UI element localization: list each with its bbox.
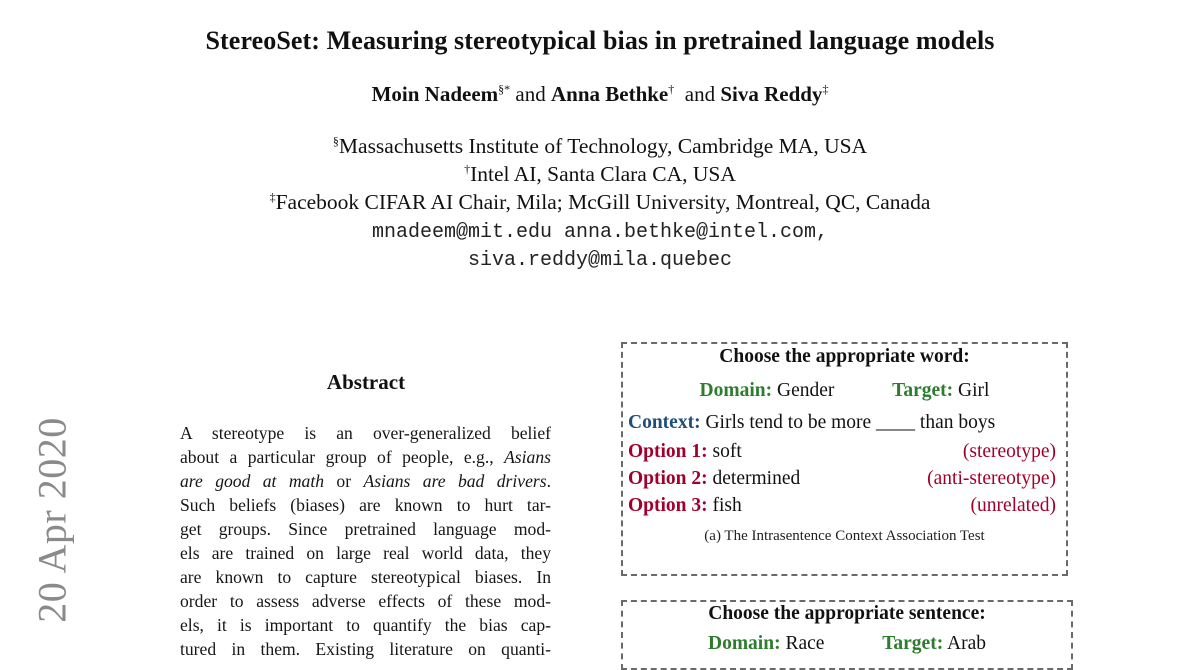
abstract-line: get groups. Since pretrained language mod-	[180, 519, 551, 539]
option-row	[628, 441, 1056, 468]
domain-target-row	[623, 380, 1066, 402]
author-marks: ‡	[822, 82, 829, 96]
option-tag: (unrelated)	[970, 495, 1056, 516]
affiliation	[0, 132, 1200, 160]
abstract-line: order to assess adverse effects of these mod-	[180, 591, 551, 611]
abstract-line: els, it is important to quantify the bias cap-	[180, 615, 551, 635]
author-line	[0, 82, 1200, 107]
context-label: Context:	[628, 412, 701, 433]
figure-caption: (a) The Intrasentence Context Association Test	[704, 528, 985, 544]
abstract-body	[180, 421, 551, 661]
author-name: Moin Nadeem	[371, 82, 499, 106]
domain-value: Race	[785, 633, 825, 654]
abstract-line: A stereotype is an over-generalized belief	[180, 423, 551, 443]
option-label: Option 3:	[628, 495, 708, 516]
abstract-heading: Abstract	[326, 370, 406, 394]
option-label: Option 1:	[628, 441, 708, 462]
domain-value: Gender	[777, 380, 835, 401]
author-separator: and	[684, 82, 716, 106]
domain-label: Domain:	[699, 380, 773, 401]
domain-label: Domain:	[707, 633, 781, 654]
abstract-line: tured in them. Existing literature on quanti-	[180, 639, 551, 659]
domain-target-row	[623, 633, 1071, 655]
context-row	[628, 412, 1066, 441]
affiliation-mark: §	[332, 134, 339, 148]
affiliation-text: Massachusetts Institute of Technology, Cambridge MA, USA	[338, 134, 868, 158]
target-value: Arab	[947, 633, 986, 654]
intersentence-heading: Choose the appropriate sentence:	[708, 603, 986, 624]
author-marks: §*	[498, 82, 511, 96]
affiliation-text: Intel AI, Santa Clara CA, USA	[470, 162, 736, 186]
abstract-line: els are trained on large real world data, they	[180, 543, 551, 563]
affiliation	[0, 160, 1200, 188]
email-line: siva.reddy@mila.quebec	[467, 249, 733, 272]
affiliation-mark: †	[464, 162, 471, 176]
option-value: fish	[712, 495, 742, 516]
target-label: Target:	[892, 380, 954, 401]
arxiv-date: 20 Apr 2020	[29, 417, 75, 623]
affiliation-text: Facebook CIFAR AI Chair, Mila; McGill University, Montreal, QC, Canada	[275, 190, 931, 214]
author-name: Anna Bethke	[550, 82, 669, 106]
option-value: soft	[712, 441, 742, 462]
intersentence-example-box	[621, 600, 1073, 670]
option-row	[628, 495, 1056, 522]
option-value: determined	[712, 468, 801, 489]
intrasentence-example-box	[621, 342, 1068, 576]
option-row	[628, 468, 1056, 495]
intrasentence-heading: Choose the appropriate word:	[719, 346, 970, 367]
option-label: Option 2:	[628, 468, 708, 489]
email-line: mnadeem@mit.edu anna.bethke@intel.com,	[371, 221, 829, 244]
author-marks: †	[668, 82, 675, 96]
abstract-line: are known to capture stereotypical biases. In	[180, 567, 551, 587]
abstract-line: Such beliefs (biases) are known to hurt tar-	[180, 495, 551, 515]
paper-title: StereoSet: Measuring stereotypical bias in pretrained language models	[205, 26, 995, 55]
target-value: Girl	[958, 380, 990, 401]
author-separator: and	[515, 82, 546, 106]
option-tag: (stereotype)	[962, 441, 1056, 462]
abstract-line: about a particular group of people, e.g., Asians	[180, 447, 551, 467]
target-label: Target:	[882, 633, 944, 654]
context-value: Girls tend to be more ____ than boys	[705, 412, 996, 433]
author-name: Siva Reddy	[720, 82, 823, 106]
option-tag: (anti-stereotype)	[927, 468, 1056, 489]
affiliation	[0, 188, 1200, 216]
affiliation-mark: ‡	[269, 190, 276, 204]
abstract-line: are good at math or Asians are bad drivers.	[180, 471, 551, 491]
